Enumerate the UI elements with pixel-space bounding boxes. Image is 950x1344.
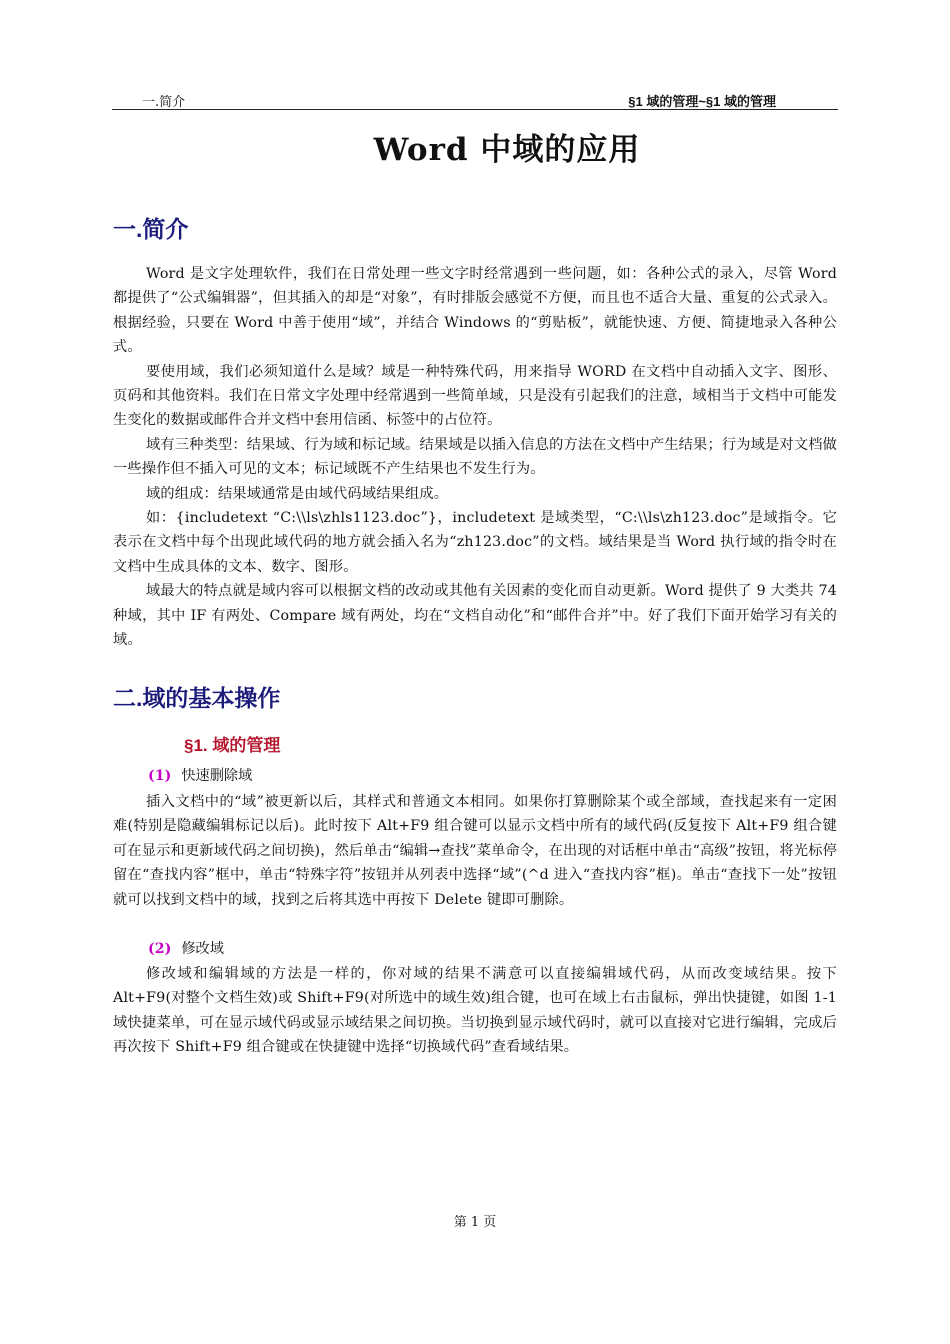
paragraph: 插入文档中的“域”被更新以后，其样式和普通文本相同。如果你打算删除某个或全部域，查找起来有一定困难(特别是隐藏编辑标记以后)。此时按下 Alt+F9 组合键可以显示文档中所有的域代码(反复按下 Alt+F9 组合键可在显示和更新域代码之间切换)，然后单击“编辑→查找”菜单命令，在出现的对话框中单击“高级”按钮，将光标停留在“查找内容”框中，单击“特殊字符”按钮并从列表中选择“域”(^d 进入“查找内容”框)。单击“查找下一处”按钮就可以找到文档中的域，找到之后将其选中再按下 Delete 键即可删除。 bbox=[113, 794, 837, 908]
list-item-heading bbox=[148, 764, 252, 788]
header-section-label: 一.简介 bbox=[142, 95, 186, 110]
paragraph: 域的组成：结果域通常是由域代码域结果组成。 bbox=[146, 485, 449, 502]
list-item-heading bbox=[148, 937, 224, 961]
item-label: 修改域 bbox=[181, 941, 224, 957]
header-chapter-label: §1 域的管理~§1 域的管理 bbox=[628, 94, 776, 109]
section-heading-basic-ops: 二.域的基本操作 bbox=[113, 685, 281, 711]
page-number: 第 1 页 bbox=[453, 1215, 497, 1230]
paragraph: 域最大的特点就是域内容可以根据文档的改动或其他有关因素的变化而自动更新。Word 提供了 9 大类共 74 种域，其中 IF 有两处、Compare 域有两处，均在“文档自动化”和“邮件合并”中。好了我们下面开始学习有关的域。 bbox=[113, 583, 837, 649]
paragraph: Word 是文字处理软件，我们在日常处理一些文字时经常遇到一些问题，如：各种公式的录入，尽管 Word 都提供了“公式编辑器”，但其插入的却是“对象”，有时排版会感觉不方便，而且也不适合大量、重复的公式录入。根据经验，只要在 Word 中善于使用“域”，并结合 Windows 的“剪贴板”，就能快速、方便、简捷地录入各种公式。 bbox=[113, 266, 837, 356]
item-label: 快速删除域 bbox=[181, 768, 253, 784]
document-title: Word 中域的应用 bbox=[373, 132, 641, 168]
modify-field-body bbox=[113, 962, 837, 1060]
paragraph: 要使用域，我们必须知道什么是域？域是一种特殊代码，用来指导 WORD 在文档中自动插入文字、图形、页码和其他资料。我们在日常文字处理中经常遇到一些简单域，只是没有引起我们的注意，域相当于文档中可能发生变化的数据或邮件合并文档中套用信函、标签中的占位符。 bbox=[113, 363, 837, 429]
intro-body bbox=[113, 262, 837, 653]
subsection-heading-field-management: §1. 域的管理 bbox=[184, 736, 281, 755]
paragraph: 域有三种类型：结果域、行为域和标记域。结果域是以插入信息的方法在文档中产生结果；行为域是对文档做一些操作但不插入可见的文本；标记域既不产生结果也不发生行为。 bbox=[113, 436, 837, 478]
section-heading-intro: 一.简介 bbox=[113, 216, 189, 242]
delete-field-body bbox=[113, 790, 837, 912]
paragraph: 如：{includetext “C:\\ls\zhls1123.doc”}，includetext 是域类型，“C:\\ls\zh123.doc”是域指令。它表示在文档中每个出现此域代码的地方就会插入名为“zh123.doc”的文档。域结果是当 Word 执行域的指令时在文档中生成具体的文本、数字、图形。 bbox=[113, 510, 837, 575]
item-number: (1) bbox=[148, 768, 172, 784]
paragraph: 修改域和编辑域的方法是一样的，你对域的结果不满意可以直接编辑域代码，从而改变域结果。按下 Alt+F9(对整个文档生效)或 Shift+F9(对所选中的域生效)组合键，也可在域上右击鼠标，弹出快捷键，如图 1-1 域快捷菜单，可在显示域代码或显示域结果之间切换。当切换到显示域代码时，就可以直接对它进行编辑，完成后再次按下 Shift+F9 组合键或在快捷键中选择“切换域代码”查看域结果。 bbox=[113, 966, 837, 1056]
item-number: (2) bbox=[148, 941, 172, 957]
page-header bbox=[112, 89, 838, 110]
